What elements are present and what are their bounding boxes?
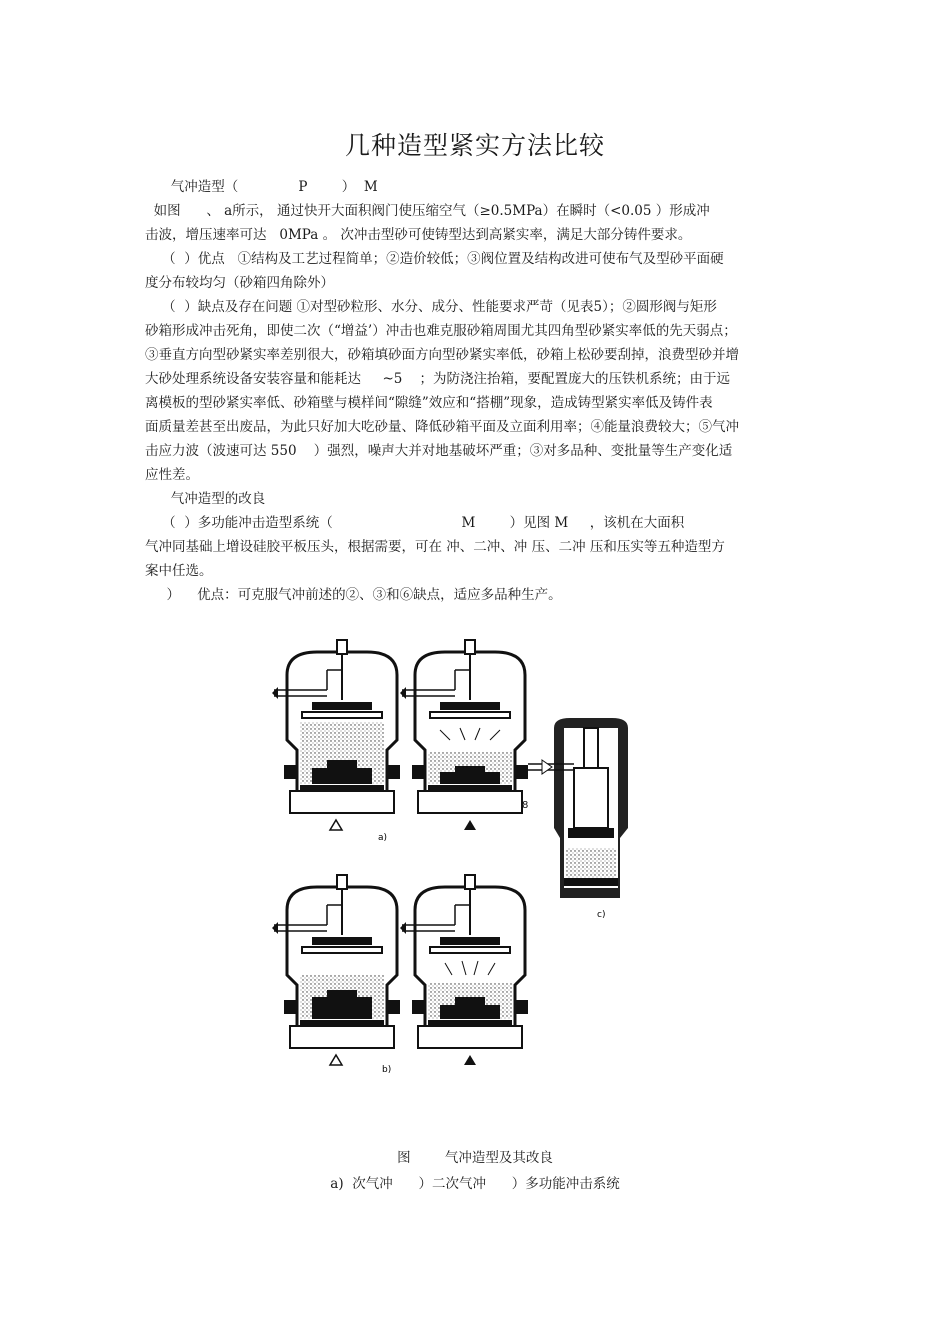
- paragraph-line: （ ）优点 ①结构及工艺过程简单；②造价较低；③阀位置及结构改进可使布气及型砂平面硬: [145, 251, 724, 267]
- paragraph-line: 度分布较均匀（砂箱四角除外）: [145, 275, 334, 291]
- figure-label-a: a): [378, 833, 388, 843]
- diagram-a-left: [272, 640, 400, 830]
- paragraph-line: 如图 、 a所示， 通过快开大面积阀门使压缩空气（≥0.5MPa）在瞬时（<0.05 ）形成冲: [145, 203, 710, 219]
- figure-caption-legend: a) 次气冲 ）二次气冲 ）多功能冲击系统: [330, 1176, 620, 1192]
- paragraph-line: 气冲造型（ P ） M: [145, 179, 378, 195]
- section-heading: 气冲造型的改良: [145, 491, 266, 507]
- paragraph-line: 击应力波（波速可达 550 ）强烈，噪声大并对地基破坏严重；③对多品种、变批量等生产变化适: [145, 443, 733, 459]
- document-title: 几种造型紧实方法比较: [344, 131, 605, 160]
- diagram-c: [522, 718, 628, 898]
- paragraph-line: 大砂处理系统设备安装容量和能耗达 ~5 ；为防浇注抬箱，要配置庞大的压铁机系统；由于远: [145, 371, 731, 387]
- paragraph-line: 案中任选。: [145, 563, 213, 579]
- diagram-b-right: [400, 875, 528, 1065]
- diagram-b-left: [272, 875, 400, 1065]
- air-impact-molding-figure: [260, 630, 660, 1090]
- paragraph-line: 面质量差甚至出废品，为此只好加大吃砂量、降低砂箱平面及立面利用率；④能量浪费较大；⑤气冲: [145, 419, 739, 435]
- paragraph-line: 击波，增压速率可达 0MPa 。 次冲击型砂可使铸型达到高紧实率，满足大部分铸件要求。: [145, 227, 692, 243]
- paragraph-line: （ ）多功能冲击造型系统（ M ）见图 M ，该机在大面积: [145, 515, 685, 531]
- paragraph-line: ） 优点：可克服气冲前述的②、③和⑥缺点，适应多品种生产。: [145, 587, 562, 603]
- paragraph-line: 气冲同基础上增设硅胶平板压头，根据需要，可在 冲、二冲、冲 压、二冲 压和压实等五种造型方: [145, 539, 725, 555]
- diagram-a-right: [400, 640, 528, 830]
- svg-text:8: 8: [522, 800, 529, 811]
- figure-label-c: c): [597, 910, 606, 920]
- paragraph-line: 应性差。: [145, 467, 199, 483]
- paragraph-line: 砂箱形成冲击死角，即使二次（“增益’）冲击也难克服砂箱周围尤其四角型砂紧实率低的先天弱点；: [145, 323, 737, 339]
- figure-caption-title: 图 气冲造型及其改良: [397, 1150, 553, 1166]
- figure-label-b: b): [382, 1065, 392, 1075]
- paragraph-line: （ ）缺点及存在问题 ①对型砂粒形、水分、成分、性能要求严苛（见表5）；②圆形阀与矩形: [145, 299, 717, 315]
- paragraph-line: 离模板的型砂紧实率低、砂箱壁与模样间“隙缝”效应和“搭棚”现象，造成铸型紧实率低及铸件表: [145, 395, 713, 411]
- paragraph-line: ③垂直方向型砂紧实率差别很大，砂箱填砂面方向型砂紧实率低，砂箱上松砂要刮掉，浪费型砂并增: [145, 347, 739, 363]
